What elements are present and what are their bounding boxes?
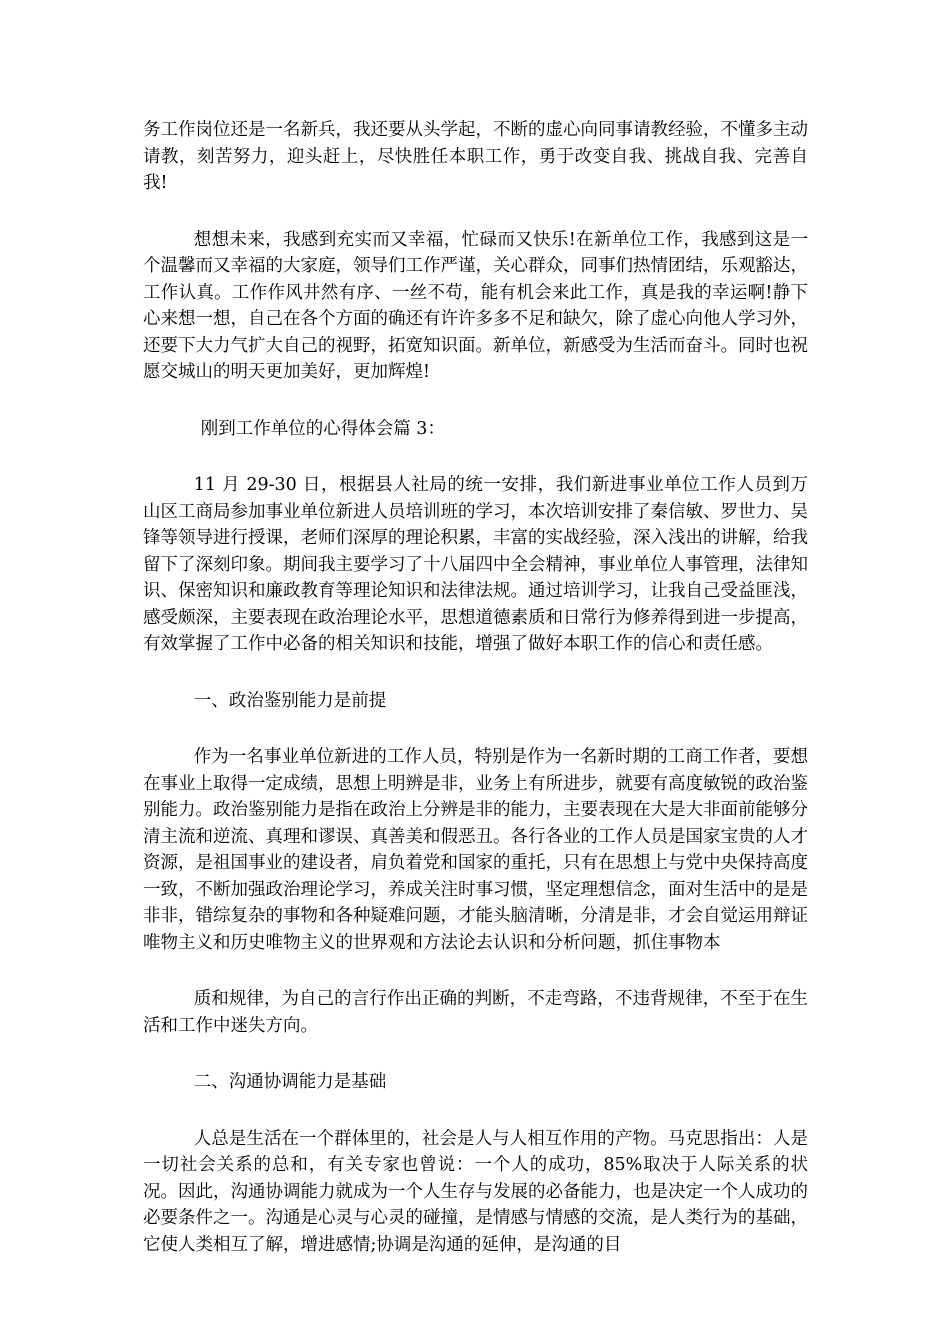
sub-heading-2: 二、沟通协调能力是基础 [193,1072,387,1092]
paragraph-6: 人总是生活在一个群体里的，社会是人与人相互作用的产物。马克思指出：人是一切社会关系的总和，有关专家也曾说：一个人的成功，85%取决于人际关系的状况。因此，沟通协调能力就成为一个人生存与发展的必备能力，也是决定一个人成功的必要条件之一。沟通是心灵与心灵的碰撞，是情感与情感的交流，是人类行为的基础，它使人类相互了解，增进感情;协调是沟通的延伸，是沟通的目 [143,1128,808,1255]
paragraph-4: 作为一名事业单位新进的工作人员，特别是作为一名新时期的工商工作者，要想在事业上取得一定成绩，思想上明辨是非，业务上有所进步，就要有高度敏锐的政治鉴别能力。政治鉴别能力是指在政治上分辨是非的能力，主要表现在大是大非面前能够分清主流和逆流、真理和谬误、真善美和假恶丑。各行各业的工作人员是国家宝贵的人才资源，是祖国事业的建设者，肩负着党和国家的重托，只有在思想上与党中央保持高度一致，不断加强政治理论学习，养成关注时事习惯，坚定理想信念，面对生活中的是是非非，错综复杂的事物和各种疑难问题，才能头脑清晰，分清是非，才会自觉运用辩证唯物主义和历史唯物主义的世界观和方法论去认识和分析问题，抓住事物本 [143,747,808,953]
sub-heading-1: 一、政治鉴别能力是前提 [193,690,387,711]
paragraph-3: 11 月 29-30 日，根据县人社局的统一安排，我们新进事业单位工作人员到万山区工商局参加事业单位新进人员培训班的学习，本次培训安排了秦信敏、罗世力、吴锋等领导进行授课，老师们深厚的理论积累，丰富的实战经验，深入浅出的讲解，给我留下了深刻印象。期间我主要学习了十八届四中全会精神，事业单位人事管理，法律知识、保密知识和廉政教育等理论知识和法律法规。通过培训学习，让我自己受益匪浅，感受颇深，主要表现在政治理论水平，思想道德素质和日常行为修养得到进一步提高，有效掌握了工作中必备的相关知识和技能，增强了做好本职工作的信心和责任感。 [143,475,808,654]
paragraph-1: 务工作岗位还是一名新兵，我还要从头学起，不断的虚心向同事请教经验，不懂多主动请教，刻苦努力，迎头赶上，尽快胜任本职工作，勇于改变自我、挑战自我、完善自我! [143,120,808,193]
document-body [143,117,808,1288]
paragraph-5: 质和规律，为自己的言行作出正确的判断，不走弯路，不违背规律，不至于在生活和工作中迷失方向。 [143,989,808,1036]
paragraph-2: 想想未来，我感到充实而又幸福，忙碌而又快乐!在新单位工作，我感到这是一个温馨而又幸福的大家庭，领导们工作严谨，关心群众，同事们热情团结，乐观豁达，工作认真。工作作风井然有序、一丝不苟，能有机会来此工作，真是我的幸运啊!静下心来想一想，自己在各个方面的确还有许许多多不足和缺欠，除了虚心向他人学习外，还要下大力气扩大自己的视野，拓宽知识面。新单位，新感受为生活而奋斗。同时也祝愿交城山的明天更加美好，更加辉煌! [143,229,808,382]
section-heading: 刚到工作单位的心得体会篇 3： [200,418,445,439]
